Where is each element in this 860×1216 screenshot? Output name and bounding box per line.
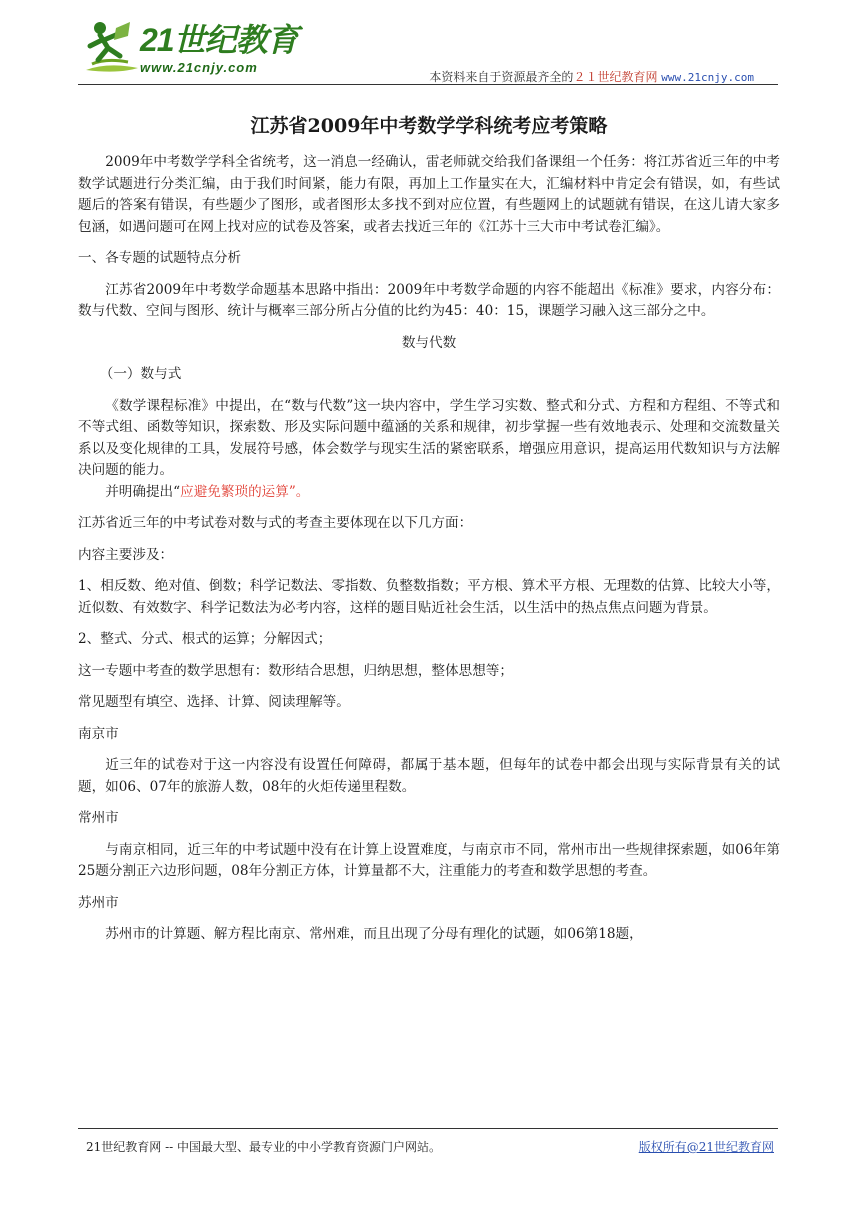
intro-paragraph: 2009年中考数学学科全省统考，这一消息一经确认，雷老师就交给我们备课组一个任务：将江苏省近三年的中考数学试题进行分类汇编，由于我们时间紧，能力有限，再加上工作量实在大，汇编材料中肯定会有错误，如，有些试题后的答案有错误，有些题少了图形，或者图形太多找不到对应位置，有些题网上的试题就有错误，在这儿请大家多包涵，如遇问题可在网上找对应的试卷及答案，或者去找近三年的《江苏十三大市中考试卷汇编》。 bbox=[78, 154, 780, 235]
footer-divider bbox=[78, 1128, 778, 1129]
section-paragraph: 江苏省2009年中考数学命题基本思路中指出：2009年中考数学命题的内容不能超出《标准》要求，内容分布： 数与代数、空间与图形、统计与概率三部分所占分值的比约为45：40：15，课题学习融入这三部分之中。 bbox=[78, 281, 780, 319]
city-heading-changzhou: 常州市 bbox=[78, 810, 119, 826]
thinking-line: 这一专题中考查的数学思想有：数形结合思想，归纳思想，整体思想等； bbox=[78, 662, 513, 679]
header-note-prefix: 本资料来自于资源最齐全的 bbox=[429, 70, 574, 84]
logo-url: www.21cnjy.com bbox=[140, 60, 258, 75]
page-header bbox=[78, 18, 778, 84]
document-body bbox=[78, 112, 780, 946]
exam-intro: 江苏省近三年的中考试卷对数与式的考查主要体现在以下几方面： bbox=[78, 515, 473, 531]
content-item-1: 1、相反数、绝对值、倒数；科学记数法、零指数、负整数指数；平方根、算术平方根、无理数的估算、比较大小等，近似数、有效数字、科学记数法为必考内容，这样的题目贴近社会生活，以生活中的热点焦点问题为背景。 bbox=[78, 578, 780, 616]
city-paragraph-nanjing: 近三年的试卷对于这一内容没有设置任何障碍，都属于基本题，但每年的试卷中都会出现与实际背景有关的试题，如06、07年的旅游人数，08年的火炬传递里程数。 bbox=[78, 757, 780, 795]
question-types-line: 常见题型有填空、选择、计算、阅读理解等。 bbox=[78, 694, 350, 710]
document-title: 江苏省2009年中考数学学科统考应考策略 bbox=[250, 115, 608, 137]
emphasis-paragraph bbox=[78, 482, 780, 504]
emphasis-prefix: 并明确提出“ bbox=[105, 483, 181, 500]
header-divider bbox=[78, 84, 778, 85]
section-heading: 一、各专题的试题特点分析 bbox=[78, 250, 242, 266]
site-logo[interactable] bbox=[78, 18, 308, 80]
emphasis-red-text: 应避免繁琐的运算”。 bbox=[180, 483, 310, 500]
city-paragraph-suzhou: 苏州市的计算题、解方程比南京、常州难，而且出现了分母有理化的试题，如06第18题， bbox=[105, 926, 643, 942]
content-label: 内容主要涉及： bbox=[78, 546, 174, 563]
standard-paragraph: 《数学课程标准》中提出，在“数与代数”这一块内容中，学生学习实数、整式和分式、方程和方程组、不等式和不等式组、函数等知识，探索数、形及实际问题中蕴涵的关系和规律，初步掌握一些有效地表示、处理和交流数量关系以及变化规律的工具，发展符号感，体会数学与现实生活的紧密联系，增强应用意识，提高运用代数知识与方法解决问题的能力。 bbox=[78, 397, 780, 478]
footer-description: 21世纪教育网 -- 中国最大型、最专业的中小学教育资源门户网站。 bbox=[86, 1140, 442, 1154]
city-heading-suzhou: 苏州市 bbox=[78, 894, 119, 911]
footer-copyright-link[interactable]: 版权所有@21世纪教育网 bbox=[638, 1140, 774, 1154]
city-heading-nanjing: 南京市 bbox=[78, 725, 119, 742]
sub-heading: （一）数与式 bbox=[99, 366, 182, 382]
header-source-note bbox=[429, 68, 754, 85]
content-item-2: 2、整式、分式、根式的运算；分解因式； bbox=[78, 631, 332, 647]
city-paragraph-changzhou: 与南京相同，近三年的中考试题中没有在计算上设置难度，与南京市不同，常州市出一些规律探索题，如06年第25题分割正六边形问题，08年分割正方体，计算量都不大，注重能力的考查和数学思想的考查。 bbox=[78, 841, 780, 879]
subject-heading: 数与代数 bbox=[401, 334, 457, 351]
logo-text: 21世纪教育 bbox=[140, 22, 298, 58]
header-note-brand: ２１世纪教育网 bbox=[573, 70, 658, 84]
header-note-url[interactable]: www.21cnjy.com bbox=[661, 71, 754, 84]
